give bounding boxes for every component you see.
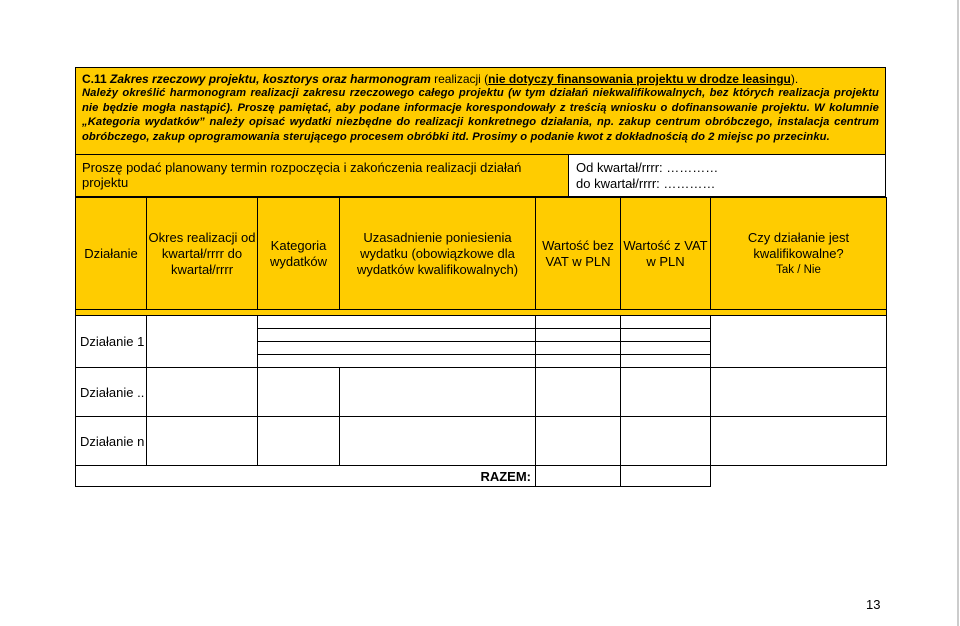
period-label: Proszę podać planowany termin rozpoczęcia i zakończenia realizacji działań projektu <box>75 154 569 197</box>
cell-category[interactable] <box>258 417 340 466</box>
period-to-field[interactable]: do kwartał/rrrr: ………… <box>576 176 716 191</box>
section-title: C.11 Zakres rzeczowy projektu, kosztorys oraz harmonogram realizacji (nie dotyczy finansowania projektu w drodze leasingu). <box>82 72 799 86</box>
cell-category[interactable] <box>258 368 340 417</box>
page-edge <box>957 0 959 626</box>
col-header-net-value: Wartość bez VAT w PLN <box>536 198 621 310</box>
row-label: Działanie 1 <box>76 316 147 368</box>
cell-gross-value[interactable] <box>621 316 711 368</box>
col-header-justification: Uzasadnienie poniesienia wydatku (obowiązkowe dla wydatków kwalifikowalnych) <box>340 198 536 310</box>
col-header-category: Kategoria wydatków <box>258 198 340 310</box>
period-from-field[interactable]: Od kwartał/rrrr: ………… <box>576 160 719 175</box>
col-header-gross-value: Wartość z VAT w PLN <box>621 198 711 310</box>
cell-eligible[interactable] <box>711 316 887 368</box>
table-header-row <box>76 198 887 310</box>
table-row <box>76 316 887 368</box>
cell-period[interactable] <box>147 368 258 417</box>
cell-eligible[interactable] <box>711 417 887 466</box>
period-input-box[interactable] <box>568 154 886 197</box>
cell-net-value[interactable] <box>536 316 621 368</box>
total-net-value[interactable] <box>536 466 621 487</box>
cell-period[interactable] <box>147 417 258 466</box>
section-header <box>75 67 886 155</box>
cell-gross-value[interactable] <box>621 368 711 417</box>
row-label: Działanie n <box>76 417 147 466</box>
section-instructions: Należy określić harmonogram realizacji zakresu rzeczowego całego projektu (w tym działań niekwalifikowalnych, bez których realizacja projektu nie będzie mogła nastąpić). Proszę pamiętać, aby podane informacje korespondowały z treścią wniosku o dofinansowanie projektu. W kolumnie „Kategoria wydatków” należy opisać wydatki niezbędne do realizacji konkretnego działania, np. zakup centrum obróbczego, instalacja centrum obróbczego, zakup oprogramowania sterującego procesem obróbki itd. Prosimy o podanie kwot z dokładnością do 2 miejsc po przecinku. <box>82 87 879 143</box>
row-label: Działanie .. <box>76 368 147 417</box>
cell-justification[interactable] <box>340 368 536 417</box>
col-header-action: Działanie <box>76 198 147 310</box>
total-gross-value[interactable] <box>621 466 711 487</box>
cell-net-value[interactable] <box>536 417 621 466</box>
cell-category-group[interactable] <box>258 316 536 368</box>
total-label: RAZEM: <box>76 466 536 487</box>
col-header-eligible: Czy działanie jest kwalifikowalne? Tak / Nie <box>711 198 887 310</box>
schedule-table <box>75 197 887 487</box>
col-header-period: Okres realizacji od kwartał/rrrr do kwartał/rrrr <box>147 198 258 310</box>
table-row <box>76 368 887 417</box>
total-row <box>76 466 887 487</box>
cell-eligible[interactable] <box>711 368 887 417</box>
cell-net-value[interactable] <box>536 368 621 417</box>
page-number: 13 <box>866 597 881 612</box>
cell-justification[interactable] <box>340 417 536 466</box>
cell-gross-value[interactable] <box>621 417 711 466</box>
table-row <box>76 417 887 466</box>
cell-period[interactable] <box>147 316 258 368</box>
